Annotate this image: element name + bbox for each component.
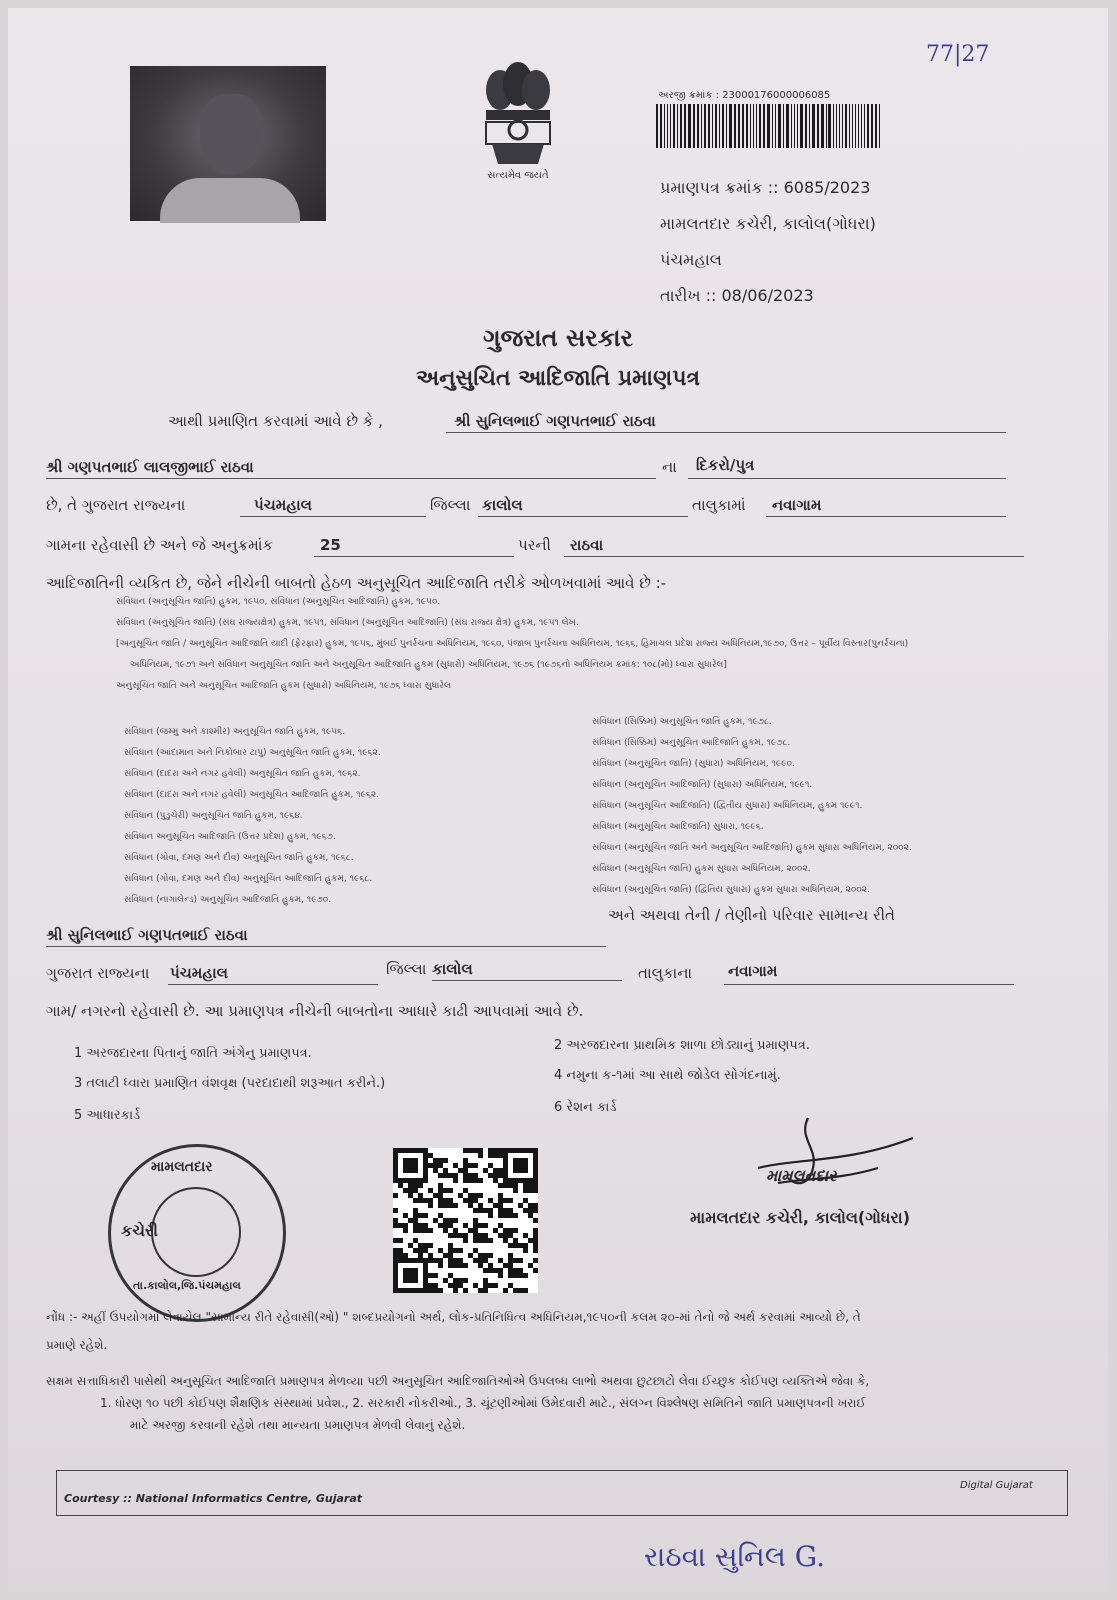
father-name: શ્રી ગણપતભાઈ લાલજીભાઈ રાઠવા [46, 458, 254, 476]
issuing-district: પંચમહાલ [660, 250, 722, 269]
barcode-bar [738, 104, 740, 148]
barcode-bar [688, 104, 690, 148]
barcode-bar [772, 104, 774, 148]
resident-label: ગામના રહેવાસી છે અને જે અનુક્રમાંક [46, 536, 274, 554]
note-1-cont: પ્રમાણે રહેશે. [46, 1338, 108, 1352]
applicant-name: શ્રી સુનિલભાઈ ગણપતભાઈ રાઠવા [454, 412, 656, 430]
barcode-bar [858, 104, 859, 148]
order-line: સંવિધાન અનુસૂચિત આદિજાતિ (ઉત્તર પ્રદેશ) હુકમ, ૧૯૬૭. [124, 832, 336, 842]
barcode-bar [809, 104, 810, 148]
barcode-bar [852, 104, 853, 148]
order-line: સંવિધાન (અનુસૂચિત આદિજાતિ) (સુધારા) અધિનિયમ, ૧૯૯૧. [592, 780, 813, 790]
residence-district-line [168, 984, 378, 985]
orders-left-list [124, 722, 564, 911]
barcode-bar [875, 104, 877, 148]
residence-village-line [724, 984, 1014, 985]
residence-taluka-label: તાલુકાના [638, 964, 693, 982]
barcode-bar [839, 104, 840, 148]
order-line: [અનુસૂચિત જાતિ / અનુસૂચિત આદિજાતિ યાદી (ફેરફાર) હુકમ, ૧૯૫૬, મુંબઈ પુનર્રચના અધિનિયમ, ૧૯૬૦, પંજાબ પુનર્રચના અધિનિયમ, ૧૯૬૬, હિમાચલ પ્રદેશ રાજ્ય અધિનિયમ,૧૯૭૦, ઉત્તર – પૂર્વીય વિસ્તાર(પુનર્રચના) [116, 639, 909, 649]
barcode-bar [712, 104, 713, 148]
barcode-bar [684, 104, 686, 148]
barcode-bar [845, 104, 847, 148]
barcode-bar [670, 104, 672, 148]
barcode-bar [775, 104, 776, 148]
barcode-bar [826, 104, 827, 148]
barcode-bar [805, 104, 807, 148]
barcode-bar [756, 104, 757, 148]
village-value: નવાગામ [772, 496, 822, 514]
order-line: સંવિધાન (આંદામાન અને નિકોબાર ટાપુ) અનુસૂચિત જાતિ હુકમ, ૧૯૬૨. [124, 748, 381, 758]
order-line: સંવિધાન (અનુસૂચિત જાતિ) હુકમ સુધારા અધિનિયમ, ૨૦૦૨. [592, 864, 811, 874]
barcode-bar [660, 104, 662, 148]
barcode-bar [759, 104, 761, 148]
barcode-bar [693, 104, 695, 148]
order-line: સંવિધાન (ગોવા, દમણ અને દીવ) અનુસૂચિત આદિજાતિ હુકમ, ૧૯૬૮. [124, 874, 373, 884]
recognised-text: આદિજાતિની વ્યકિત છે, જેને નીચેની બાબતો હેઠળ અનુસૂચિત આદિજાતિ તરીકે ઓળખવામાં આવે છે :- [46, 574, 667, 592]
order-line: સંવિધાન (સિક્કિમ) અનુસૂચિત આદિજાતિ હુકમ, ૧૯૭૮. [592, 738, 791, 748]
barcode-bar [821, 104, 823, 148]
order-line: સંવિધાન (પુડુચેરી) અનુસૂચિત જાતિ હુકમ, ૧૯૬૪. [124, 811, 303, 821]
relation-line [688, 478, 1006, 479]
order-line: અનુસૂચિત જાતિ અને અનુસૂચિત આદિજાતિ હુકમ (સુધારો) અધિનિયમ, ૧૯૭૬ ધ્વારા સુધારેલ [116, 681, 451, 691]
note-1: નોંધ :- અહીં ઉપયોગમાં લેવાયેલ "સામાન્ય રીતે રહેવાસી(ઓ) " શબ્દપ્રયોગનો અર્થ, લોક-પ્રતિનિધિત્વ અધિનિયમ,૧૯૫૦ની કલમ ૨૦-માં તેનો જે અર્થ કરવામાં આવ્યો છે, તે [46, 1310, 861, 1324]
barcode-bar [864, 104, 865, 148]
state-label: છે, તે ગુજરાત રાજ્યના [46, 496, 186, 514]
barcode-bar [812, 104, 814, 148]
district-line [240, 516, 426, 517]
handwritten-page-number: 77|27 [926, 42, 990, 67]
applicant-line [446, 432, 1006, 433]
barcode-bar [763, 104, 765, 148]
barcode-bar [778, 104, 780, 148]
seal-top-text: મામલતદાર [151, 1159, 213, 1175]
document-item: 6 રેશન કાર્ડ [554, 1100, 617, 1115]
barcode-bar [833, 104, 835, 148]
signature-scrawl-text: મામલતદાર [766, 1166, 837, 1185]
barcode-bar [791, 104, 792, 148]
residence-taluka-line [432, 980, 622, 981]
barcode-bar [746, 104, 748, 148]
barcode-bar [708, 104, 710, 148]
orders-right-list [592, 712, 1072, 901]
barcode-bar [667, 104, 668, 148]
barcode-bar [828, 104, 830, 148]
document-item: 3 તલાટી ધ્વારા પ્રમાણિત વંશવૃક્ષ (પરદાદાથી શરૂઆત કરીને.) [74, 1076, 386, 1091]
barcode-bar [704, 104, 706, 148]
district-label: જિલ્લા [430, 496, 471, 514]
order-line: સંવિધાન (અનુસૂચિત જાતિ) (દ્વિતિય સુધારા) હુકમ સુધારા અધિનિયમ, ૨૦૦૨. [592, 885, 870, 895]
barcode-bar [871, 104, 873, 148]
village-line [766, 516, 1006, 517]
note-3: 1. ધોરણ ૧૦ પછી કોઈપણ શૈક્ષણિક સંસ્થામાં પ્રવેશ., 2. સરકારી નોકરીઓ., 3. ચૂંટણીઓમાં ઉમેદવારી માટે., સંલગ્ન વિશ્લેષણ સમિતિને જાતિ પ્રમાણપત્રની ખરાઈ [100, 1396, 866, 1410]
relation: દિકરો/પુત્ર [696, 456, 755, 474]
applicant-photo [130, 66, 326, 221]
note-4: માટે અરજી કરવાની રહેશે તથા માન્યતા પ્રમાણપત્ર મેળવી લેવાનું રહેશે. [130, 1418, 466, 1432]
barcode-bar [677, 104, 678, 148]
order-line: સંવિધાન (દાદરા અને નગર હવેલી) અનુસૂચિત જાતિ હુકમ, ૧૯૬૨. [124, 769, 361, 779]
certificate-number: પ્રમાણપત્ર ક્રમાંક :: 6085/2023 [660, 178, 871, 197]
barcode-bar [794, 104, 796, 148]
barcode-bar [879, 104, 880, 148]
document-item: 2 અરજદારના પ્રાથમિક શાળા છોડ્યાનું પ્રમાણપત્ર. [554, 1038, 810, 1053]
seal-middle-text: કચેરી [121, 1221, 158, 1240]
taluka-label: તાલુકામાં [692, 496, 746, 514]
residence-district: પંચમહાલ [170, 964, 229, 982]
barcode-bar [800, 104, 802, 148]
barcode-bar [742, 104, 744, 148]
document-item: 1 અરજદારના પિતાનું જાતિ અંગેનુ પ્રમાણપત્ર. [74, 1046, 312, 1061]
qr-code [393, 1148, 538, 1293]
barcode-bar [722, 104, 724, 148]
tribe-value: રાઠવા [570, 536, 604, 554]
order-line: સંવિધાન (દાદરા અને નગર હવેલી) અનુસૂચિત આદિજાતિ હુકમ, ૧૯૬૨. [124, 790, 380, 800]
orders-top-list [116, 592, 1076, 697]
emblem-motto: સત્યમેવ જયતે [487, 170, 549, 181]
serial-number: 25 [320, 536, 341, 554]
handwritten-name: રાઠવા સુનિલ G. [644, 1540, 826, 1573]
barcode-bar [673, 104, 675, 148]
barcode-bar [719, 104, 720, 148]
order-line: સંવિધાન (અનુસૂચિત જાતિ) (સુધારા) અધિનિયમ, ૧૯૯૦. [592, 759, 795, 769]
barcode-bar [817, 104, 819, 148]
certificate-title: અનુસુચિત આદિજાતિ પ્રમાણપત્ર [415, 366, 701, 391]
order-line: સંવિધાન (અનુસૂચિત આદિજાતિ) સુધારા, ૧૯૯૬. [592, 822, 764, 832]
barcode-bar [797, 104, 798, 148]
barcode-bar [855, 104, 856, 148]
residence-taluka-place: કાલોલ [432, 960, 473, 978]
order-line: સંવિધાન (અનુસૂચિત જાતિ) (સંઘ રાજ્યક્ષેત્ર) હુકમ, ૧૯૫૧, સંવિધાન (અનુસૂચિત આદિજાતિ) (સંઘ રાજ્ય ક્ષેત્ર) હુકમ, ૧૯૫૧ લેખ. [116, 618, 579, 628]
order-line: સંવિધાન (જમ્મુ અને કાશ્મીર) અનુસૂચિત જાતિ હુકમ, ૧૯૫૬. [124, 727, 346, 737]
signature-scrawl-icon [738, 1098, 918, 1208]
order-line: સંવિધાન (સિક્કિમ) અનુસૂચિત જાતિ હુકમ, ૧૯૭૮. [592, 717, 772, 727]
taluka-line [478, 516, 688, 517]
barcode-bar [767, 104, 769, 148]
father-line [46, 478, 656, 479]
tribe-line [564, 556, 1024, 557]
family-text: અને અથવા તેની / તેણીનો પરિવાર સામાન્ય રીતે [608, 906, 895, 924]
order-line: સંવિધાન (અનુસૂચિત જાતિ અને અનુસૂચિત આદિજાતિ) હુકમ સુધારા અધિનિયમ, ૨૦૦૨. [592, 843, 912, 853]
barcode-bar [861, 104, 863, 148]
barcode-bar [726, 104, 727, 148]
brand-text: Digital Gujarat [960, 1480, 1033, 1491]
barcode-bar [680, 104, 682, 148]
barcode-bar [664, 104, 665, 148]
barcode [656, 104, 880, 148]
barcode-bar [867, 104, 869, 148]
document-item: 5 આધારકાર્ડ [74, 1108, 141, 1123]
resident-name-line [46, 946, 606, 947]
courtesy-text: Courtesy :: National Informatics Centre, Gujarat [64, 1492, 363, 1505]
office-seal [108, 1144, 286, 1322]
signature-office: મામલતદાર કચેરી, કાલોલ(ગોધરા) [690, 1208, 911, 1227]
issue-date: તારીખ :: 08/06/2023 [660, 286, 814, 305]
barcode-bar [836, 104, 837, 148]
barcode-bar [729, 104, 731, 148]
order-line: સંવિધાન (નાગાલેન્ડ) અનુસૂચિત આદિજાતિ હુકમ, ૧૯૭૦. [124, 895, 332, 905]
note-2: સક્ષમ સત્તાધિકારી પાસેથી અનુસૂચિત આદિજાતિ પ્રમાણપત્ર મેળવ્યા પછી અનુસૂચિત આદિજાતિઓએ ઉપલબ્ધ લાભો અથવા છુટછાટો લેવા ઈચ્છુક કોઈપણ વ્યક્તિએ જેવા કે, [46, 1374, 870, 1388]
residence-village: નવાગામ [728, 962, 778, 980]
order-line: સંવિધાન (અનુસૂચિત આદિજાતિ) (દ્વિતીય સુધારા) અધિનિયમ, હુકમ ૧૯૯૧. [592, 801, 863, 811]
barcode-bar [842, 104, 843, 148]
barcode-bar [656, 104, 658, 148]
of-tribe-label: પરની [518, 536, 551, 554]
order-line: અધિનિયમ, ૧૯૭૧ અને સંવિધાન અનુસૂચિત જાતિ અને અનુસૂચિત આદિજાતિ હુકમ (સુધારો) અધિનિયમ, ૧૯૭૬ (૧૯૭૬નો અધિનિયમ ક્રમાંક: ૧૦૮(મો) ધ્વારા સુધારેલ] [130, 660, 727, 670]
issuing-office: મામલતદાર કચેરી, કાલોલ(ગોધરા) [660, 214, 876, 233]
certificate-page [8, 8, 1108, 1592]
order-line: સંવિધાન (ગોવા, દમણ અને દીવ) અનુસૂચિત જાતિ હુકમ, ૧૯૬૮. [124, 853, 354, 863]
district-value: પંચમહાલ [254, 496, 313, 514]
intro-label: આથી પ્રમાણિત કરવામાં આવે છે કે , [168, 412, 383, 430]
barcode-bar [734, 104, 736, 148]
serial-line [314, 556, 514, 557]
government-title: ગુજરાત સરકાર [483, 324, 633, 352]
barcode-bar [753, 104, 755, 148]
document-item: 4 નમુના ક-૧માં આ સાથે જોડેલ સોગંદનામું. [554, 1068, 781, 1083]
barcode-bar [783, 104, 785, 148]
barcode-bar [849, 104, 850, 148]
barcode-bar [701, 104, 703, 148]
seal-bottom-text: તા.કાલોલ,જિ.પંચમહાલ [133, 1279, 241, 1292]
resident-name: શ્રી સુનિલભાઈ ગણપતભાઈ રાઠવા [46, 926, 248, 944]
seal-emblem-icon [151, 1187, 241, 1277]
residence-state-label: ગુજરાત રાજ્યના [46, 964, 150, 982]
barcode-bar [750, 104, 751, 148]
barcode-bar [697, 104, 699, 148]
residence-district-label: જિલ્લા [386, 960, 427, 978]
application-number: અરજી ક્રમાંક : 23000176000006085 [658, 90, 831, 101]
basis-text: ગામ/ નગરનો રહેવાસી છે. આ પ્રમાણપત્ર નીચેની બાબતોના આધારે કાઢી આપવામાં આવે છે. [46, 1002, 584, 1020]
of-label: ના [662, 458, 677, 476]
qr-code-icon [393, 1148, 538, 1293]
barcode-bar [715, 104, 717, 148]
order-line: સંવિધાન (અનુસૂચિત જાતિ) હુકમ, ૧૯૫૦, સંવિધાન (અનુસૂચિત આદિજાતિ) હુકમ, ૧૯૫૦. [116, 597, 441, 607]
taluka-place: કાલોલ [482, 496, 523, 514]
state-emblem [470, 60, 566, 188]
lion-capital-icon [478, 60, 558, 168]
barcode-bar [786, 104, 788, 148]
